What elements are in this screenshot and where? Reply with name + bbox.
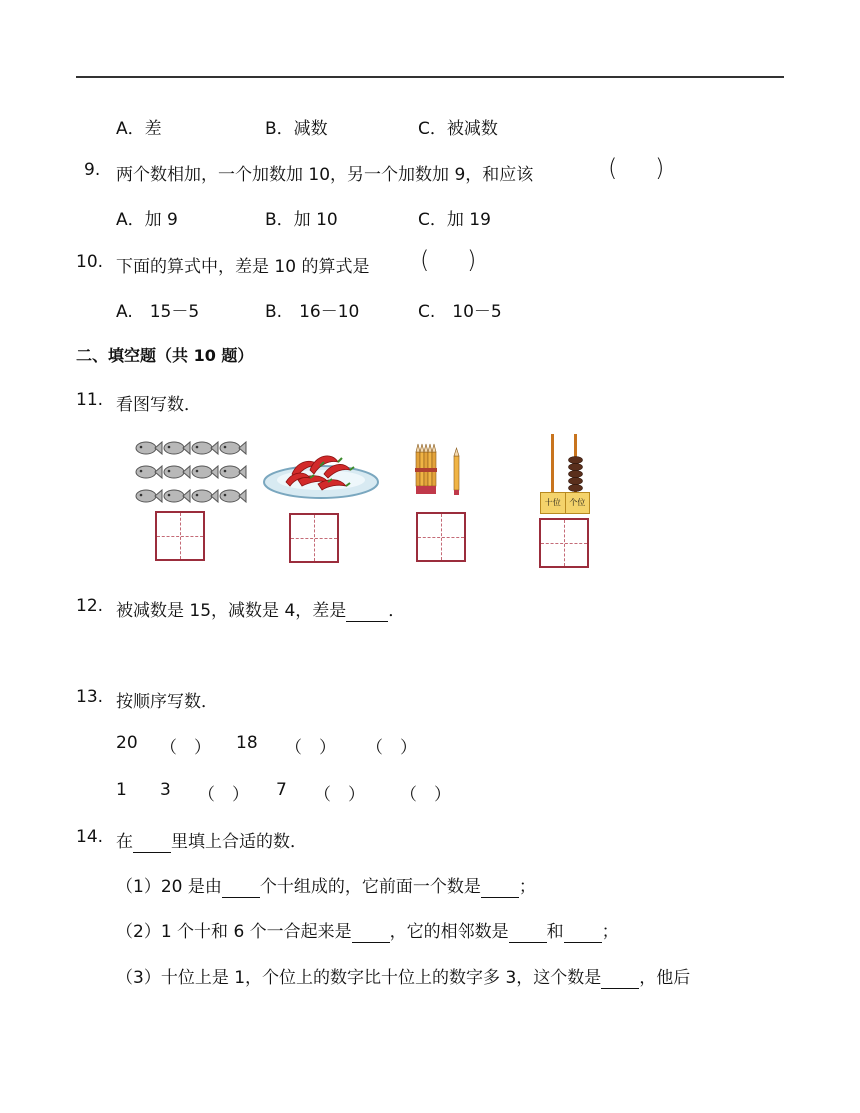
q9-paren-close: ) — [655, 154, 665, 182]
q14-number: 14. — [76, 827, 104, 847]
seq2-blank-1[interactable]: （ ） — [198, 785, 249, 805]
seq1-item-2: 18 — [236, 733, 258, 753]
q14-sub2-blank-2[interactable] — [509, 922, 547, 943]
q8-option-a[interactable]: A．差 — [116, 119, 162, 139]
q10-text: 下面的算式中，差是 10 的算式是 — [116, 257, 370, 277]
q14-text-part1: 在 — [116, 832, 133, 852]
q14-sub3-part1: （3）十位上是 1，个位上的数字比十位上的数字多 3，这个数是 — [116, 968, 602, 988]
q14-sub3 — [116, 963, 690, 989]
q14-sub2-part3: 和 — [546, 922, 564, 942]
answer-box-chili[interactable] — [289, 513, 339, 563]
abacus-ones-label: 个位 — [569, 498, 586, 507]
q10-paren-close: ) — [467, 246, 477, 274]
q14-sub1 — [116, 872, 536, 898]
q9-number: 9. — [84, 160, 101, 180]
q13-text: 按顺序写数． — [116, 692, 218, 712]
q10-option-b[interactable]: B. 16－10 — [265, 302, 360, 322]
seq2-item-1: 1 — [116, 780, 127, 800]
answer-box-fish[interactable] — [155, 511, 205, 561]
abacus-label-panel — [540, 492, 590, 514]
q14-sub3-blank-1[interactable] — [601, 968, 639, 989]
seq2-blank-2[interactable]: （ ） — [314, 785, 365, 805]
section-fill-blank-title: 二、填空题（共 10 题） — [76, 346, 254, 365]
q9-text: 两个数相加，一个加数加 10，另一个加数加 9，和应该 — [116, 165, 534, 185]
q12-answer-blank[interactable] — [346, 601, 388, 622]
q12-text-after: ． — [388, 601, 406, 621]
chili-plate-picture — [262, 440, 380, 502]
q13-number: 13. — [76, 687, 104, 707]
q14-sub1-part3: ； — [518, 877, 536, 897]
q9-option-c[interactable]: C．加 19 — [418, 210, 491, 230]
q14-sub1-part1: （1）20 是由 — [116, 877, 222, 897]
q14-sub2-part4: ； — [601, 922, 619, 942]
seq2-item-2: 3 — [160, 780, 171, 800]
answer-box-abacus[interactable] — [539, 518, 589, 568]
abacus-picture — [540, 434, 590, 516]
q14-text-part2: 里填上合适的数． — [171, 832, 307, 852]
q11-text: 看图写数． — [116, 395, 201, 415]
fish-picture — [132, 438, 248, 508]
abacus-tens-label: 十位 — [541, 493, 566, 513]
abacus-rods-icon — [540, 434, 590, 492]
q8-option-b[interactable]: B．减数 — [265, 119, 328, 139]
q12-number: 12. — [76, 596, 104, 616]
q14-sub2-part1: （2）1 个十和 6 个一合起来是 — [116, 922, 352, 942]
q14-sub1-blank-1[interactable] — [222, 877, 260, 898]
seq1-blank-2[interactable]: （ ） — [285, 738, 336, 758]
seq2-item-3: 7 — [276, 780, 287, 800]
q8-option-c[interactable]: C．被减数 — [418, 119, 498, 139]
seq1-blank-1[interactable]: （ ） — [160, 738, 211, 758]
q10-option-a[interactable]: A. 15－5 — [116, 302, 200, 322]
q14-sub2 — [116, 917, 619, 943]
q14-sub2-blank-3[interactable] — [564, 922, 602, 943]
q12-text — [116, 596, 405, 622]
q14-sub1-part2: 个十组成的，它前面一个数是 — [259, 877, 481, 897]
q14-sub1-blank-2[interactable] — [481, 877, 519, 898]
seq1-item-1: 20 — [116, 733, 138, 753]
q10-paren-open: ( — [420, 246, 430, 274]
seq2-blank-3[interactable]: （ ） — [400, 785, 451, 805]
q14-sub2-blank-1[interactable] — [352, 922, 390, 943]
q9-paren-open: ( — [608, 154, 618, 182]
seq1-blank-3[interactable]: （ ） — [366, 738, 417, 758]
q10-number: 10. — [76, 252, 104, 272]
q10-option-c[interactable]: C. 10－5 — [418, 302, 502, 322]
pencils-picture — [410, 440, 466, 496]
q14-sub2-part2: ，它的相邻数是 — [389, 922, 509, 942]
q12-text-before: 被减数是 15，减数是 4，差是 — [116, 601, 347, 621]
header-rule — [76, 76, 784, 78]
q9-option-a[interactable]: A．加 9 — [116, 210, 178, 230]
q11-number: 11. — [76, 390, 104, 410]
q14-sub3-part2: ，他后 — [639, 968, 691, 988]
q14-text — [116, 827, 307, 853]
q14-title-blank — [133, 832, 171, 853]
q9-option-b[interactable]: B．加 10 — [265, 210, 338, 230]
answer-box-pencils[interactable] — [416, 512, 466, 562]
